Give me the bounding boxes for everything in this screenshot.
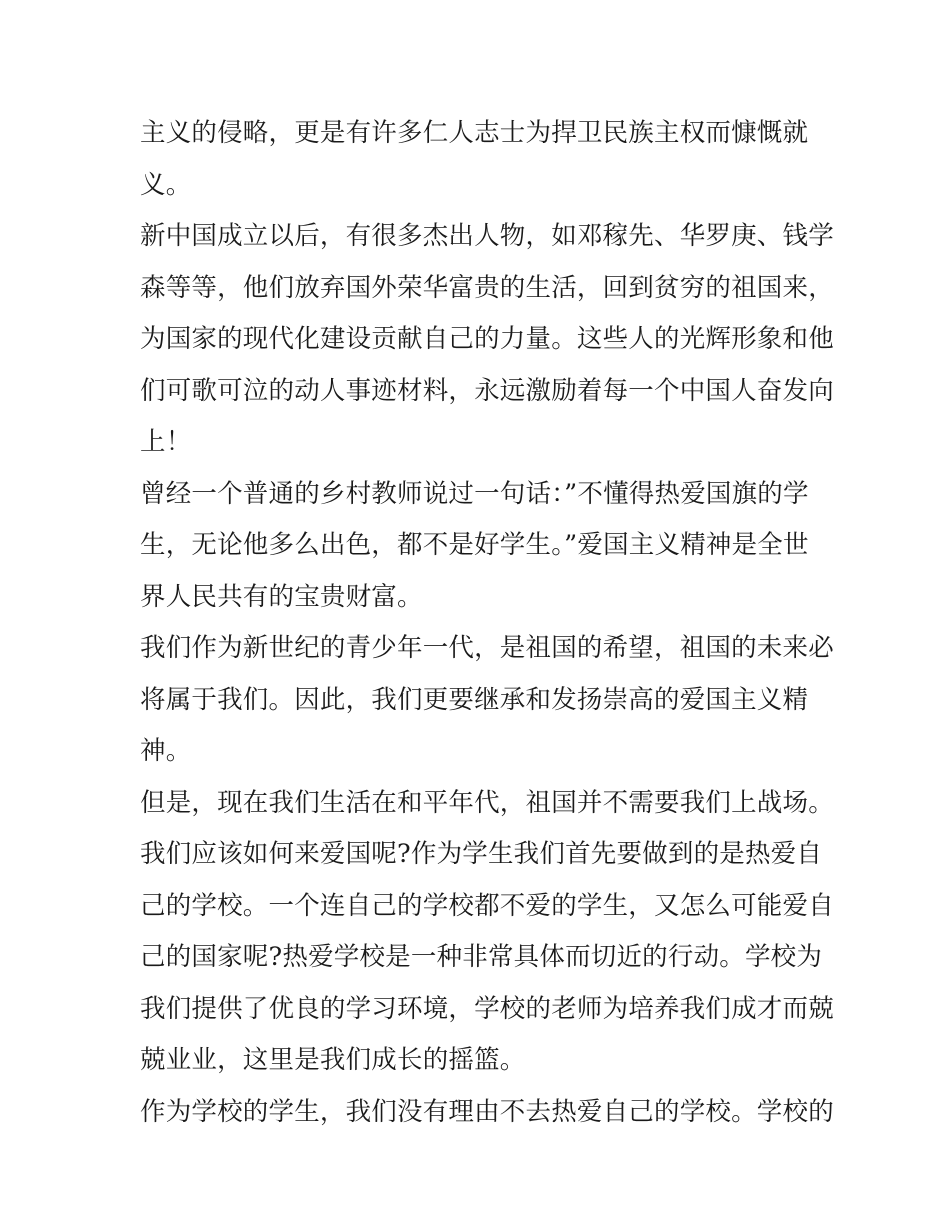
text-line: 己的学校。一个连自己的学校都不爱的学生，又怎么可能爱自: [140, 890, 834, 921]
text-line: 界人民共有的宝贵财富。: [140, 581, 423, 612]
text-line: 上！: [140, 427, 192, 457]
text-line: 作为学校的学生，我们没有理由不去热爱自己的学校。学校的: [140, 1096, 834, 1127]
text-line: 为国家的现代化建设贡献自己的力量。这些人的光辉形象和他: [140, 324, 834, 354]
text-line: 义。: [140, 169, 192, 200]
text-line: 将属于我们。因此，我们更要继承和发扬崇高的爱国主义精: [140, 684, 809, 715]
text-line: 森等等，他们放弃国外荣华富贵的生活，回到贫穷的祖国来，: [140, 272, 834, 303]
document-body: [140, 108, 834, 1138]
text-line: 我们应该如何来爱国呢?作为学生我们首先要做到的是热爱自: [140, 839, 823, 869]
text-line: 己的国家呢?热爱学校是一种非常具体而切近的行动。学校为: [140, 942, 823, 972]
text-line: 我们提供了优良的学习环境，学校的老师为培养我们成才而兢: [140, 993, 834, 1024]
text-line: 我们作为新世纪的青少年一代，是祖国的希望，祖国的未来必: [140, 633, 834, 663]
text-line: 神。: [140, 736, 192, 766]
text-line: 新中国成立以后，有很多杰出人物，如邓稼先、华罗庚、钱学: [140, 221, 834, 251]
text-line: 但是，现在我们生活在和平年代，祖国并不需要我们上战场。: [140, 787, 834, 818]
text-line: 生，无论他多么出色，都不是好学生。”爱国主义精神是全世: [140, 530, 809, 560]
text-line: 主义的侵略，更是有许多仁人志士为捍卫民族主权而慷慨就: [140, 118, 809, 148]
text-line: 曾经一个普通的乡村教师说过一句话：”不懂得热爱国旗的学: [140, 478, 809, 509]
text-line: 兢业业，这里是我们成长的摇篮。: [140, 1045, 526, 1075]
text-line: 们可歌可泣的动人事迹材料，永远激励着每一个中国人奋发向: [140, 375, 834, 406]
